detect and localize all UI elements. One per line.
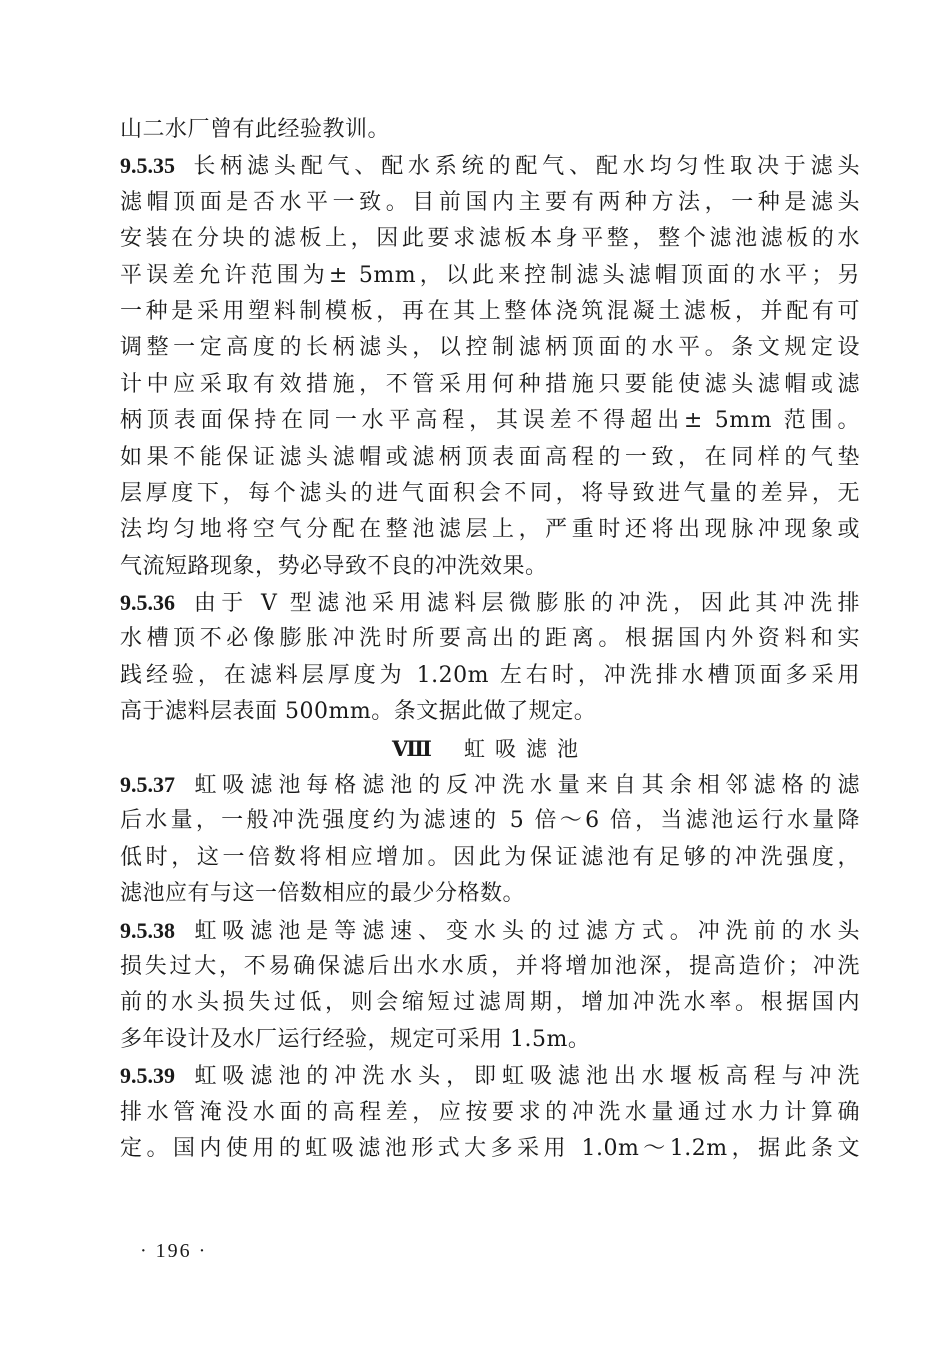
clause-line: 高于滤料层表面 500mm。条文据此做了规定。	[120, 699, 597, 725]
page-body	[120, 112, 860, 1167]
clause-number: 9.5.36	[120, 590, 175, 616]
clause-line: 低时，这一倍数将相应增加。因此为保证滤池有足够的冲洗强度，	[120, 844, 860, 870]
clause-line: 践经验，在滤料层厚度为 1.20m 左右时，冲洗排水槽顶面多采用	[120, 662, 860, 688]
clause-number: 9.5.39	[120, 1063, 175, 1089]
section-title: 虹吸滤池	[463, 736, 588, 761]
clause-9-5-36-line-1: 9.5.36 由于 V 型滤池采用滤料层微膨胀的冲洗，因此其冲洗排	[120, 590, 860, 617]
clause-line: 气流短路现象，势必导致不良的冲洗效果。	[120, 553, 548, 579]
clause-line: 多年设计及水厂运行经验，规定可采用 1.5m。	[120, 1026, 591, 1052]
clause-line: 前的水头损失过低，则会缩短过滤周期，增加冲洗水率。根据国内	[120, 990, 860, 1016]
clause-line: 定。国内使用的虹吸滤池形式大多采用 1.0m～1.2m，据此条文	[120, 1135, 860, 1161]
clause-line: 后水量，一般冲洗强度约为滤速的 5 倍～6 倍，当滤池运行水量降	[120, 808, 860, 834]
clause-line: 损失过大，不易确保滤后出水水质，并将增加池深，提高造价；冲洗	[120, 953, 860, 979]
clause-9-5-35-line-1: 9.5.35 长柄滤头配气、配水系统的配气、配水均匀性取决于滤头	[120, 153, 860, 180]
clause-number: 9.5.35	[120, 153, 175, 179]
clause-9-5-37-line-1: 9.5.37 虹吸滤池每格滤池的反冲洗水量来自其余相邻滤格的滤	[120, 772, 860, 799]
clause-line: 一种是采用塑料制模板，再在其上整体浇筑混凝土滤板，并配有可	[120, 298, 860, 324]
clause-line: 安装在分块的滤板上，因此要求滤板本身平整，整个滤池滤板的水	[120, 226, 860, 252]
clause-9-5-38-line-1: 9.5.38 虹吸滤池是等滤速、变水头的过滤方式。冲洗前的水头	[120, 917, 860, 944]
section-roman-numeral: Ⅷ	[392, 736, 432, 761]
page-number: · 196 ·	[140, 1240, 208, 1262]
clause-line: 层厚度下，每个滤头的进气面积会不同，将导致进气量的差异，无	[120, 480, 860, 506]
clause-line: 滤池应有与这一倍数相应的最少分格数。	[120, 881, 526, 907]
clause-number: 9.5.37	[120, 772, 175, 798]
clause-line: 平误差允许范围为± 5mm，以此来控制滤头滤帽顶面的水平；另	[120, 262, 860, 288]
clause-line: 法均匀地将空气分配在整池滤层上，严重时还将出现脉冲现象或	[120, 517, 860, 543]
clause-line: 计中应采取有效措施，不管采用何种措施只要能使滤头滤帽或滤	[120, 371, 860, 397]
clause-line: 滤帽顶面是否水平一致。目前国内主要有两种方法，一种是滤头	[120, 189, 860, 215]
section-heading	[120, 731, 860, 767]
intro-line: 山二水厂曾有此经验教训。	[120, 117, 391, 142]
clause-line: 水槽顶不必像膨胀冲洗时所要高出的距离。根据国内外资料和实	[120, 626, 860, 652]
clause-line: 如果不能保证滤头滤帽或滤柄顶表面高程的一致，在同样的气垫	[120, 444, 860, 470]
clause-line: 排水管淹没水面的高程差，应按要求的冲洗水量通过水力计算确	[120, 1099, 860, 1125]
clause-number: 9.5.38	[120, 917, 175, 943]
clause-9-5-39-line-1: 9.5.39 虹吸滤池的冲洗水头，即虹吸滤池出水堰板高程与冲洗	[120, 1063, 860, 1090]
clause-line: 调整一定高度的长柄滤头，以控制滤柄顶面的水平。条文规定设	[120, 335, 860, 361]
clause-line: 柄顶表面保持在同一水平高程，其误差不得超出± 5mm 范围。	[120, 408, 860, 434]
